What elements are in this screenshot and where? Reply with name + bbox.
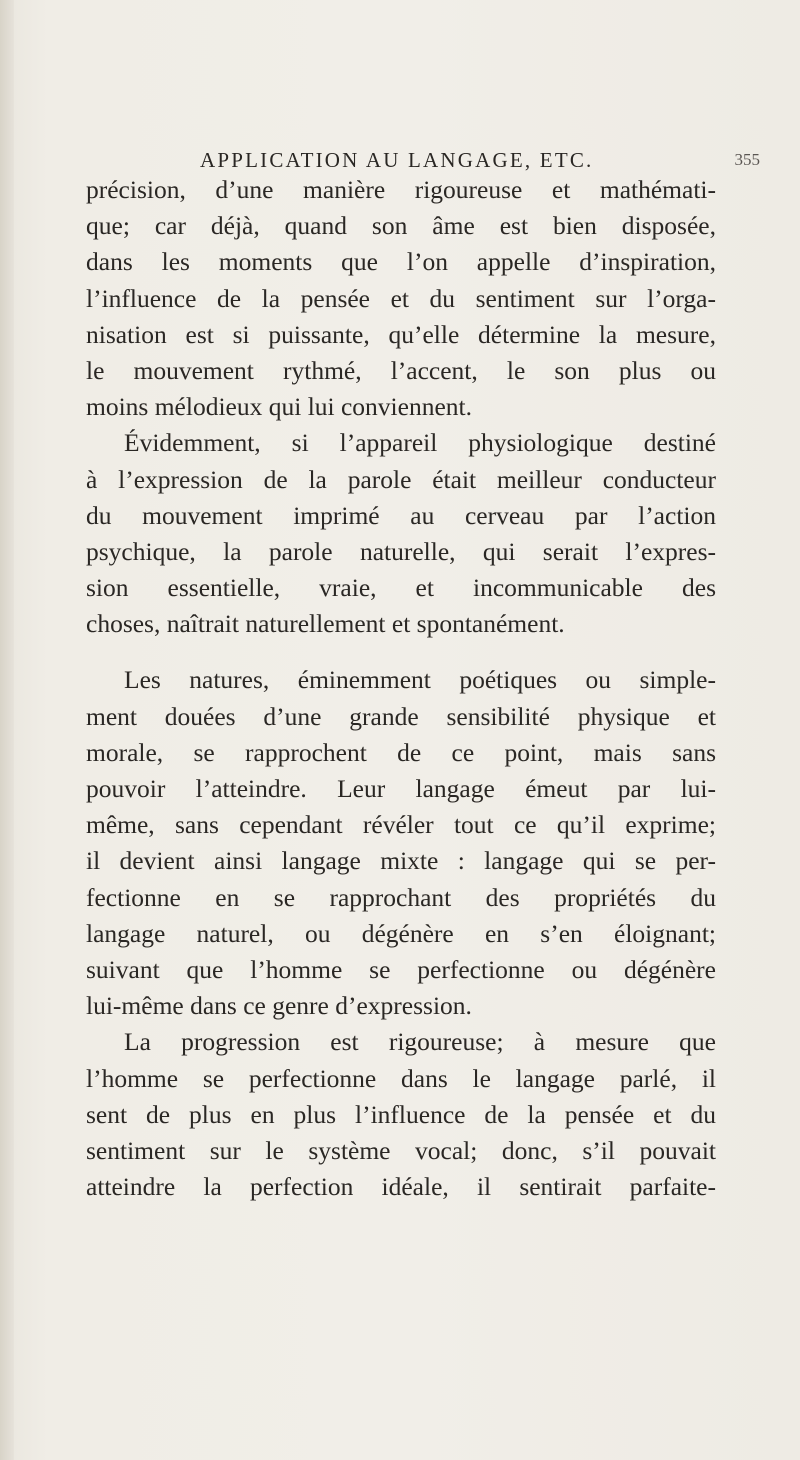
page-number: 355 [734,150,760,169]
text-line: le mouvement rythmé, l’accent, le son plus ou [86,355,716,385]
text-line: moins mélodieux qui lui conviennent. [86,392,472,422]
text-line: fectionne en se rapprochant des propriétés du [86,882,716,912]
text-line: sent de plus en plus l’influence de la pensée et du [86,1099,716,1129]
text-line: La progression est rigoureuse; à mesure que [124,1027,716,1057]
text-line: précision, d’une manière rigoureuse et mathémati- [86,175,716,204]
text-line: l’influence de la pensée et du sentiment sur l’orga- [86,283,716,313]
text-line: morale, se rapprochent de ce point, mais sans [86,737,716,767]
running-title: APPLICATION AU LANGAGE, ETC. [200,148,594,172]
page-edge-shadow [0,0,14,1460]
paragraph-spacer [86,642,716,662]
text-line: sion essentielle, vraie, et incommunicable des [86,573,716,603]
text-line: choses, naîtrait naturellement et spontanément. [86,609,565,639]
text-line: du mouvement imprimé au cerveau par l’action [86,500,716,530]
text-line: pouvoir l’atteindre. Leur langage émeut par lui- [86,774,716,803]
paragraph [86,1024,716,1205]
text-line: Évidemment, si l’appareil physiologique destiné [124,428,716,458]
text-line: sentiment sur le système vocal; donc, s’il pouvait [86,1135,716,1165]
paragraph [86,425,716,642]
body-text [86,172,716,1205]
paragraph [86,172,716,425]
text-line: nisation est si puissante, qu’elle détermine la mesure, [86,319,716,349]
text-line: atteindre la perfection idéale, il sentirait parfaite- [86,1172,716,1202]
text-line: que; car déjà, quand son âme est bien disposée, [86,211,716,241]
text-line: l’homme se perfectionne dans le langage parlé, il [86,1063,716,1093]
paragraph [86,662,716,1024]
text-line: Les natures, éminemment poétiques ou simple- [124,665,716,695]
text-line: même, sans cependant révéler tout ce qu’il exprime; [86,810,716,840]
text-line: langage naturel, ou dégénère en s’en éloignant; [86,918,716,948]
text-line: suivant que l’homme se perfectionne ou dégénère [86,954,716,984]
text-line: ment douées d’une grande sensibilité physique et [86,701,716,731]
text-line: lui-même dans ce genre d’expression. [86,991,472,1021]
text-line: psychique, la parole naturelle, qui serait l’expres- [86,536,716,566]
text-line: à l’expression de la parole était meilleur conducteur [86,464,716,494]
text-line: dans les moments que l’on appelle d’inspiration, [86,247,716,277]
text-line: il devient ainsi langage mixte : langage qui se per- [86,846,716,876]
